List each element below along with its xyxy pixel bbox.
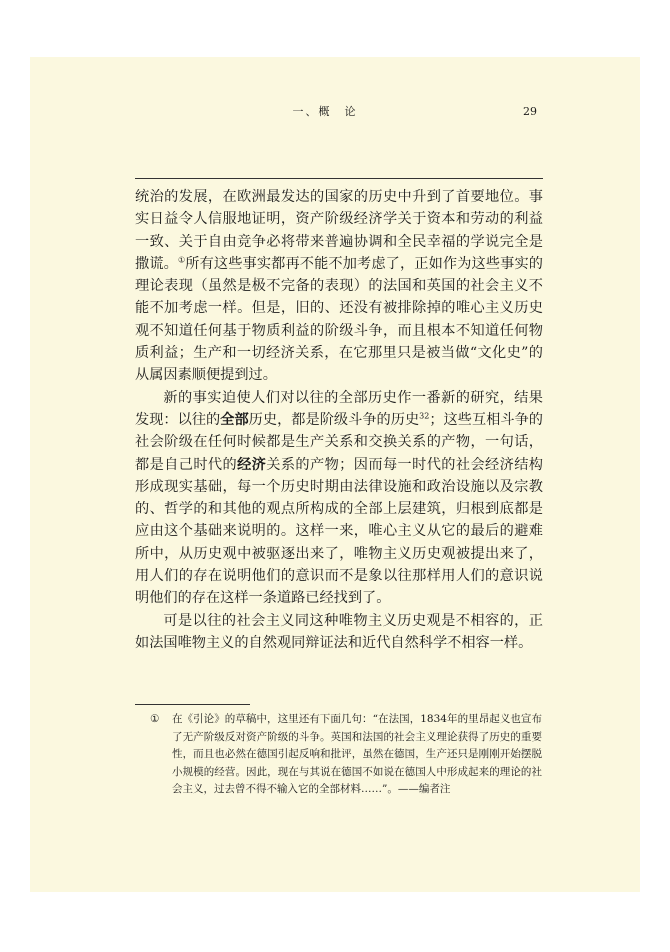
text-run: 历史，都是阶级斗争的历史: [248, 411, 420, 428]
text-run: 统治的发展，在欧洲最发达的国家的历史中升到了首要地位。事实日益令人信服地证明，资产阶级经济学关于资本和劳动的利益一致、关于自由竞争必将带来普遍协调和全民幸福的学说完全是撒谎。: [135, 189, 543, 272]
reference-mark: 32: [419, 411, 430, 421]
text-run: 可是以往的社会主义同这种唯物主义历史观是不相容的，正如法国唯物主义的自然观同辩证法和近代自然科学不相容一样。: [135, 612, 543, 651]
page-number: 29: [523, 105, 537, 118]
paragraph: [135, 387, 543, 610]
footnote-mark: ①: [150, 713, 160, 725]
paragraph: [135, 186, 543, 387]
text-run: 关系的产物；因而每一时代的社会经济结构形成现实基础，每一个历史时期由法律设施和政治设施以及宗教的、哲学的和其他的观点所构成的全部上层建筑，归根到底都是应由这个基础来说明的。这样一来，唯心主义从它的最后的避难所中，从历史观中被驱逐出来了，唯物主义历史观被提出来了，用人们的存在说明他们的意识而不是象以往那样用人们的意识说明他们的存在这样一条道路已经找到了。: [135, 456, 543, 607]
footnote: [150, 711, 542, 799]
emphasis-text: 全部: [220, 411, 249, 428]
header-rule: [135, 178, 543, 179]
footnote-text: 在《引论》的草稿中，这里还有下面几句：“在法国，1834年的里昂起义也宣布了无产阶级反对资产阶级的斗争。英国和法国的社会主义理论获得了历史的重要性，而且也必然在德国引起反响和批评，虽然在德国，生产还只是刚刚开始摆脱小规模的经营。因此，现在与其说在德国不如说在德国人中形成起来的理论的社会主义，过去曾不得不输入它的全部材料……”。——编者注: [172, 713, 542, 796]
reference-mark: ①: [177, 255, 186, 265]
paragraph: [135, 610, 543, 655]
emphasis-text: 经济: [237, 456, 267, 473]
footnote-rule: [135, 704, 250, 705]
text-run: 新的事实迫使人们对以往的全部历史作一番新的研究，结果发现：以往的: [135, 389, 543, 428]
section-title: 一、概 论: [292, 105, 358, 118]
text-run: ；这些互相斗争的社会阶级在任何时候都是生产关系和交换关系的产物，一句话，都是自己时代的: [135, 411, 543, 473]
running-header: [105, 103, 545, 121]
body-text: [135, 186, 543, 654]
text-run: 所有这些事实都再不能不加考虑了，正如作为这些事实的理论表现（虽然是极不完备的表现）的法国和英国的社会主义不能不加考虑一样。但是，旧的、还没有被排除掉的唯心主义历史观不知道任何基于物质利益的阶级斗争，而且根本不知道任何物质利益；生产和一切经济关系，在它那里只是被当做“文化史”的从属因素顺便提到过。: [135, 255, 543, 384]
